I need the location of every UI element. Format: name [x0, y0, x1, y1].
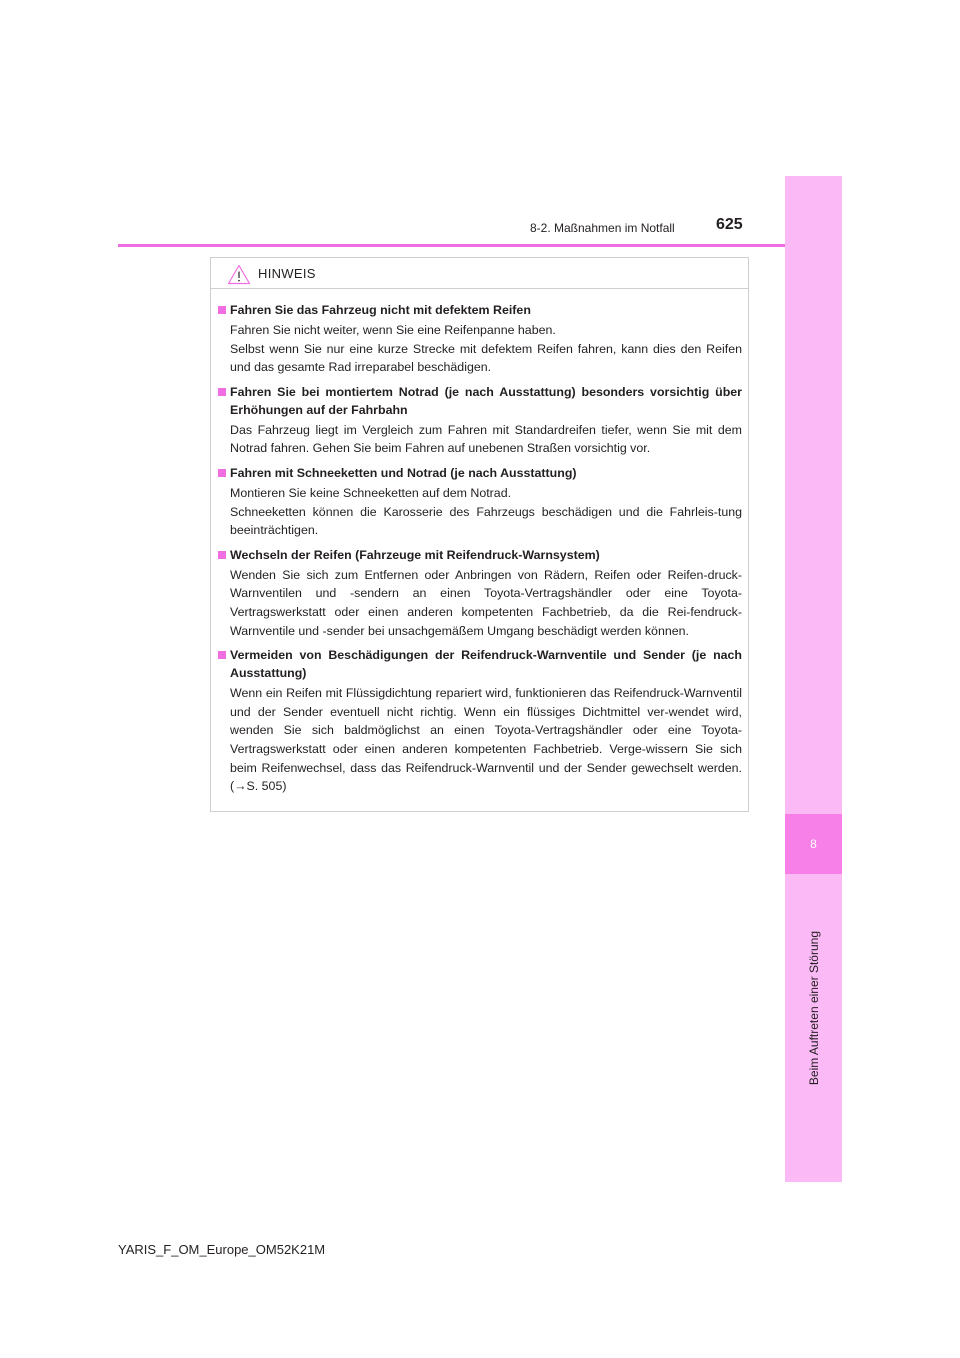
bullet-square-icon — [218, 469, 226, 477]
notice-item-heading-text: Wechseln der Reifen (Fahrzeuge mit Reifendruck-Warnsystem) — [230, 547, 600, 562]
header-section-title: 8-2. Maßnahmen im Notfall — [530, 221, 675, 235]
notice-paragraph: Das Fahrzeug liegt im Vergleich zum Fahren mit Standardreifen tiefer, wenn Sie mit dem Notrad fahren. Gehen Sie beim Fahren auf unebenen Straßen vorsichtig vor. — [230, 422, 742, 456]
notice-paragraph: Fahren Sie nicht weiter, wenn Sie eine Reifenpanne haben. — [230, 323, 556, 337]
document-id: YARIS_F_OM_Europe_OM52K21M — [118, 1242, 326, 1257]
notice-box — [210, 257, 749, 812]
notice-item-heading-text: Vermeiden von Beschädigungen der Reifendruck-Warnventile und Sender (je nach Ausstattung) — [230, 648, 742, 681]
chapter-side-tab — [785, 176, 842, 1182]
bullet-square-icon — [218, 651, 226, 659]
notice-item-text — [218, 321, 742, 377]
notice-item-heading — [218, 464, 742, 482]
notice-item-heading — [218, 383, 742, 419]
notice-paragraph: Schneeketten können die Karosserie des Fahrzeugs beschädigen und die Fahrleis-tung beeinträchtigen. — [230, 504, 742, 538]
bullet-square-icon — [218, 306, 226, 314]
chapter-title — [785, 886, 842, 1131]
bullet-square-icon — [218, 551, 226, 559]
notice-item-text — [218, 566, 742, 640]
notice-item — [218, 546, 742, 640]
chapter-number: 8 — [785, 814, 842, 874]
notice-item-heading — [218, 646, 742, 682]
header-rule — [118, 244, 785, 247]
notice-item-heading-text: Fahren Sie das Fahrzeug nicht mit defektem Reifen — [230, 303, 531, 317]
notice-item-text — [218, 684, 742, 796]
notice-body — [211, 289, 748, 796]
notice-item — [218, 383, 742, 458]
notice-header — [211, 258, 748, 289]
notice-item-heading-text: Fahren mit Schneeketten und Notrad (je nach Ausstattung) — [230, 465, 577, 480]
chapter-title-text: Beim Auftreten einer Störung — [806, 931, 821, 1086]
notice-item — [218, 464, 742, 540]
notice-item-heading — [218, 546, 742, 564]
notice-title: HINWEIS — [258, 266, 316, 281]
notice-paragraph: Selbst wenn Sie nur eine kurze Strecke mit defektem Reifen fahren, kann dies den Reifen und das gesamte Rad irreparabel beschädigen. — [230, 341, 742, 375]
notice-paragraph: Wenn ein Reifen mit Flüssigdichtung repariert wird, funktionieren das Reifendruck-Warnventil und der Sender eventuell nicht richtig. Wenn ein flüssiges Dichtmittel ver-wendet wird, wenden Sie sich baldmöglichst an einen Toyota-Vertragshändler oder eine Toyota-Vertragswerkstatt oder einen anderen kompetenten Fachbetrieb. Verge-wissern Sie sich beim Reifenwechsel, dass das Reifendruck-Warnventil und der Sender gewechselt werden. (→S. 505) — [230, 686, 742, 794]
bullet-square-icon — [218, 388, 226, 396]
notice-item — [218, 301, 742, 377]
notice-item-heading-text: Fahren Sie bei montiertem Notrad (je nach Ausstattung) besonders vorsichtig über Erhöhungen auf der Fahrbahn — [230, 384, 742, 417]
notice-item — [218, 646, 742, 796]
notice-paragraph: Wenden Sie sich zum Entfernen oder Anbringen von Rädern, Reifen oder Reifen-druck-Warnventilen und -sendern an einen Toyota-Vertragshändler oder eine Toyota-Vertragswerkstatt oder einen anderen kompetenten Fachbetrieb, da die Rei-fendruck-Warnventile und -sender bei unsachgemäßem Umgang beschädigt werden können. — [230, 567, 742, 638]
page-number: 625 — [716, 216, 743, 233]
notice-item-heading — [218, 301, 742, 319]
notice-item-text — [218, 484, 742, 540]
warning-triangle-icon — [227, 264, 251, 285]
notice-paragraph: Montieren Sie keine Schneeketten auf dem Notrad. — [230, 485, 512, 500]
notice-item-text — [218, 421, 742, 458]
